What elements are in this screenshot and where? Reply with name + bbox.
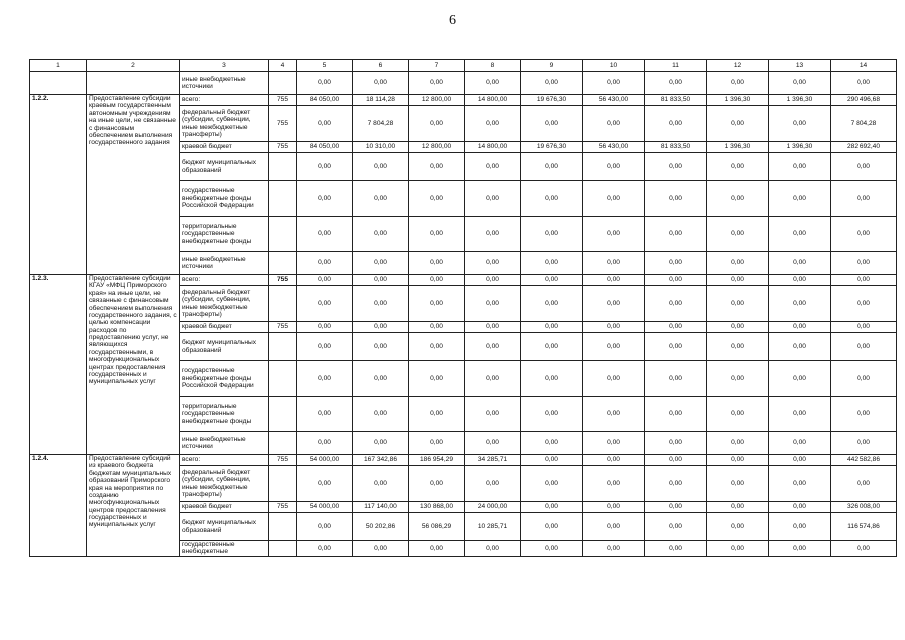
item-name: Предоставление субсидии КГАУ «МФЦ Приморского края» на иные цели, не связанные с финансовым обеспечением выполнения государственного задания, с целью компенсации расходов по предоставлению услуг, не являющихся государственными, в многофункциональных центрах предоставления государственных и муниципальных услуг [87, 275, 180, 455]
grbs-cell [269, 72, 297, 95]
value-cell: 0,00 [583, 466, 645, 502]
value-cell: 0,00 [769, 106, 831, 142]
value-cell: 0,00 [583, 275, 645, 286]
value-cell: 0,00 [297, 361, 353, 397]
value-cell: 0,00 [409, 252, 465, 275]
value-cell: 0,00 [831, 432, 897, 455]
funding-source: иные внебюджетные источники [180, 72, 269, 95]
value-cell: 0,00 [297, 217, 353, 252]
value-cell: 0,00 [707, 466, 769, 502]
value-cell: 0,00 [583, 432, 645, 455]
value-cell: 0,00 [769, 397, 831, 432]
value-cell: 0,00 [645, 275, 707, 286]
value-cell: 0,00 [521, 432, 583, 455]
value-cell: 0,00 [521, 541, 583, 557]
funding-source: иные внебюджетные источники [180, 432, 269, 455]
value-cell: 0,00 [409, 333, 465, 361]
grbs-cell: 755 [269, 502, 297, 513]
value-cell: 0,00 [521, 361, 583, 397]
value-cell: 0,00 [353, 252, 409, 275]
value-cell: 0,00 [707, 322, 769, 333]
value-cell: 0,00 [707, 541, 769, 557]
value-cell: 0,00 [409, 181, 465, 217]
value-cell: 56 430,00 [583, 142, 645, 153]
grbs-cell [269, 466, 297, 502]
value-cell: 0,00 [409, 541, 465, 557]
value-cell: 0,00 [521, 397, 583, 432]
value-cell: 0,00 [583, 502, 645, 513]
value-cell: 50 202,86 [353, 513, 409, 541]
value-cell: 0,00 [769, 181, 831, 217]
grbs-cell: 755 [269, 142, 297, 153]
value-cell: 0,00 [353, 286, 409, 322]
column-header: 1 [30, 60, 87, 72]
value-cell: 0,00 [297, 513, 353, 541]
value-cell: 0,00 [521, 322, 583, 333]
funding-source: федеральный бюджет (субсидии, субвенции, иные межбюджетные трансферты) [180, 286, 269, 322]
value-cell: 0,00 [831, 252, 897, 275]
value-cell: 0,00 [353, 361, 409, 397]
value-cell: 0,00 [645, 502, 707, 513]
grbs-cell: 755 [269, 275, 297, 286]
value-cell: 0,00 [769, 286, 831, 322]
value-cell: 0,00 [831, 217, 897, 252]
value-cell: 0,00 [769, 252, 831, 275]
grbs-cell [269, 541, 297, 557]
grbs-cell: 755 [269, 95, 297, 106]
value-cell: 0,00 [353, 217, 409, 252]
value-cell: 0,00 [583, 361, 645, 397]
value-cell: 10 285,71 [465, 513, 521, 541]
value-cell: 19 676,30 [521, 95, 583, 106]
value-cell: 0,00 [465, 106, 521, 142]
funding-source: бюджет муниципальных образований [180, 513, 269, 541]
value-cell: 0,00 [465, 397, 521, 432]
value-cell: 0,00 [831, 397, 897, 432]
value-cell: 0,00 [645, 106, 707, 142]
value-cell: 0,00 [465, 333, 521, 361]
value-cell: 14 800,00 [465, 142, 521, 153]
funding-source: всего: [180, 455, 269, 466]
column-header: 5 [297, 60, 353, 72]
value-cell: 130 868,00 [409, 502, 465, 513]
value-cell: 0,00 [769, 275, 831, 286]
value-cell: 0,00 [583, 397, 645, 432]
value-cell: 0,00 [645, 252, 707, 275]
value-cell: 0,00 [583, 455, 645, 466]
grbs-cell [269, 217, 297, 252]
value-cell: 0,00 [769, 72, 831, 95]
value-cell: 0,00 [707, 252, 769, 275]
value-cell: 0,00 [583, 322, 645, 333]
value-cell: 0,00 [645, 72, 707, 95]
value-cell: 0,00 [769, 466, 831, 502]
value-cell: 0,00 [583, 286, 645, 322]
value-cell: 24 000,00 [465, 502, 521, 513]
grbs-cell [269, 181, 297, 217]
value-cell: 0,00 [769, 541, 831, 557]
value-cell: 0,00 [769, 432, 831, 455]
column-header: 12 [707, 60, 769, 72]
value-cell: 0,00 [521, 466, 583, 502]
value-cell: 0,00 [353, 181, 409, 217]
column-header: 7 [409, 60, 465, 72]
value-cell: 0,00 [707, 153, 769, 181]
value-cell: 0,00 [645, 286, 707, 322]
value-cell: 14 800,00 [465, 95, 521, 106]
value-cell: 0,00 [645, 397, 707, 432]
value-cell: 0,00 [831, 181, 897, 217]
value-cell: 0,00 [707, 455, 769, 466]
value-cell: 0,00 [707, 397, 769, 432]
value-cell: 0,00 [353, 333, 409, 361]
value-cell: 0,00 [707, 72, 769, 95]
value-cell: 0,00 [645, 153, 707, 181]
value-cell: 0,00 [583, 217, 645, 252]
value-cell: 7 804,28 [353, 106, 409, 142]
table-row [30, 72, 897, 95]
value-cell: 0,00 [353, 432, 409, 455]
budget-table [29, 59, 897, 557]
funding-source: бюджет муниципальных образований [180, 333, 269, 361]
funding-source: территориальные государственные внебюджетные фонды [180, 217, 269, 252]
value-cell: 0,00 [583, 153, 645, 181]
item-name: Предоставление субсидии краевым государственным автономным учреждениям на иные цели, не связанные с финансовым обеспечением выполнения государственного задания [87, 95, 180, 275]
header-row [30, 60, 897, 72]
value-cell: 167 342,86 [353, 455, 409, 466]
value-cell: 18 114,28 [353, 95, 409, 106]
column-header: 9 [521, 60, 583, 72]
value-cell: 0,00 [769, 361, 831, 397]
grbs-cell [269, 153, 297, 181]
value-cell: 12 800,00 [409, 95, 465, 106]
value-cell: 1 396,30 [769, 142, 831, 153]
grbs-cell: 755 [269, 455, 297, 466]
value-cell: 0,00 [707, 106, 769, 142]
grbs-cell [269, 513, 297, 541]
value-cell: 0,00 [707, 181, 769, 217]
grbs-cell [269, 286, 297, 322]
funding-source: краевой бюджет [180, 502, 269, 513]
value-cell: 0,00 [353, 72, 409, 95]
value-cell: 0,00 [409, 361, 465, 397]
column-header: 6 [353, 60, 409, 72]
value-cell: 81 833,50 [645, 95, 707, 106]
value-cell: 0,00 [409, 153, 465, 181]
column-header: 10 [583, 60, 645, 72]
value-cell: 0,00 [831, 541, 897, 557]
value-cell: 0,00 [409, 106, 465, 142]
value-cell: 0,00 [645, 541, 707, 557]
value-cell: 0,00 [297, 106, 353, 142]
value-cell: 56 430,00 [583, 95, 645, 106]
value-cell: 186 954,29 [409, 455, 465, 466]
value-cell: 0,00 [583, 541, 645, 557]
table-row [30, 455, 897, 466]
value-cell: 0,00 [297, 181, 353, 217]
value-cell: 0,00 [707, 502, 769, 513]
value-cell: 0,00 [645, 322, 707, 333]
funding-source: государственные внебюджетные [180, 541, 269, 557]
item-name: Предоставление субсидий из краевого бюджета бюджетам муниципальных образований Приморского края на мероприятия по созданию многофункциональных центров предоставления государственных и муниципальных услуг [87, 455, 180, 557]
value-cell: 0,00 [645, 466, 707, 502]
value-cell: 0,00 [583, 513, 645, 541]
value-cell: 0,00 [583, 72, 645, 95]
value-cell: 0,00 [707, 432, 769, 455]
funding-source: иные внебюджетные источники [180, 252, 269, 275]
value-cell: 116 574,86 [831, 513, 897, 541]
grbs-cell [269, 333, 297, 361]
value-cell: 0,00 [769, 322, 831, 333]
funding-source: бюджет муниципальных образований [180, 153, 269, 181]
value-cell: 54 000,00 [297, 455, 353, 466]
value-cell: 0,00 [707, 286, 769, 322]
value-cell: 0,00 [297, 333, 353, 361]
value-cell: 54 000,00 [297, 502, 353, 513]
value-cell: 0,00 [645, 513, 707, 541]
value-cell: 1 396,30 [707, 95, 769, 106]
value-cell: 0,00 [521, 275, 583, 286]
value-cell: 0,00 [645, 181, 707, 217]
value-cell: 0,00 [353, 541, 409, 557]
value-cell: 1 396,30 [769, 95, 831, 106]
value-cell: 0,00 [409, 217, 465, 252]
table-row [30, 95, 897, 106]
value-cell: 0,00 [297, 322, 353, 333]
value-cell: 0,00 [707, 275, 769, 286]
value-cell: 0,00 [353, 322, 409, 333]
funding-source: краевой бюджет [180, 322, 269, 333]
value-cell: 0,00 [353, 466, 409, 502]
value-cell: 56 086,29 [409, 513, 465, 541]
table-row [30, 275, 897, 286]
value-cell: 290 496,68 [831, 95, 897, 106]
value-cell: 0,00 [707, 333, 769, 361]
value-cell: 12 800,00 [409, 142, 465, 153]
value-cell: 0,00 [645, 217, 707, 252]
value-cell: 0,00 [521, 72, 583, 95]
column-header: 13 [769, 60, 831, 72]
column-header: 11 [645, 60, 707, 72]
value-cell: 442 582,86 [831, 455, 897, 466]
value-cell: 0,00 [831, 153, 897, 181]
value-cell: 0,00 [583, 181, 645, 217]
value-cell: 0,00 [583, 333, 645, 361]
value-cell: 0,00 [465, 181, 521, 217]
funding-source: всего: [180, 275, 269, 286]
value-cell: 0,00 [465, 361, 521, 397]
column-header: 14 [831, 60, 897, 72]
value-cell: 0,00 [521, 106, 583, 142]
grbs-cell [269, 432, 297, 455]
value-cell: 84 050,00 [297, 95, 353, 106]
funding-source: территориальные государственные внебюджетные фонды [180, 397, 269, 432]
value-cell: 0,00 [297, 541, 353, 557]
grbs-cell: 755 [269, 322, 297, 333]
value-cell: 0,00 [297, 72, 353, 95]
value-cell: 0,00 [465, 466, 521, 502]
grbs-cell [269, 252, 297, 275]
column-header: 4 [269, 60, 297, 72]
value-cell: 0,00 [521, 455, 583, 466]
value-cell: 0,00 [297, 286, 353, 322]
value-cell: 0,00 [707, 217, 769, 252]
value-cell: 0,00 [297, 397, 353, 432]
value-cell: 19 676,30 [521, 142, 583, 153]
value-cell: 0,00 [297, 432, 353, 455]
value-cell: 0,00 [297, 275, 353, 286]
value-cell: 0,00 [353, 275, 409, 286]
value-cell: 0,00 [409, 397, 465, 432]
value-cell: 0,00 [465, 541, 521, 557]
value-cell: 0,00 [521, 333, 583, 361]
value-cell: 7 804,28 [831, 106, 897, 142]
item-code: 1.2.3. [30, 275, 87, 455]
value-cell: 0,00 [521, 153, 583, 181]
grbs-cell [269, 397, 297, 432]
value-cell: 0,00 [769, 502, 831, 513]
empty-cell [30, 72, 87, 95]
value-cell: 0,00 [409, 286, 465, 322]
empty-cell [87, 72, 180, 95]
value-cell: 0,00 [831, 72, 897, 95]
value-cell: 0,00 [831, 466, 897, 502]
funding-source: государственные внебюджетные фонды Российской Федерации [180, 361, 269, 397]
column-header: 3 [180, 60, 269, 72]
item-code: 1.2.2. [30, 95, 87, 275]
value-cell: 0,00 [769, 513, 831, 541]
value-cell: 0,00 [409, 322, 465, 333]
value-cell: 0,00 [409, 466, 465, 502]
value-cell: 0,00 [297, 252, 353, 275]
funding-source: краевой бюджет [180, 142, 269, 153]
value-cell: 0,00 [465, 286, 521, 322]
value-cell: 0,00 [409, 432, 465, 455]
value-cell: 0,00 [769, 455, 831, 466]
value-cell: 34 285,71 [465, 455, 521, 466]
value-cell: 0,00 [409, 72, 465, 95]
value-cell: 326 008,00 [831, 502, 897, 513]
value-cell: 0,00 [521, 217, 583, 252]
page-number: 6 [449, 13, 456, 28]
value-cell: 0,00 [769, 153, 831, 181]
value-cell: 0,00 [353, 397, 409, 432]
value-cell: 0,00 [831, 333, 897, 361]
value-cell: 282 692,40 [831, 142, 897, 153]
value-cell: 0,00 [831, 286, 897, 322]
value-cell: 0,00 [831, 275, 897, 286]
grbs-cell [269, 361, 297, 397]
value-cell: 0,00 [465, 72, 521, 95]
value-cell: 0,00 [645, 432, 707, 455]
value-cell: 0,00 [583, 106, 645, 142]
value-cell: 0,00 [297, 466, 353, 502]
value-cell: 0,00 [645, 361, 707, 397]
value-cell: 84 050,00 [297, 142, 353, 153]
funding-source: федеральный бюджет (субсидии, субвенции, иные межбюджетные трансферты) [180, 106, 269, 142]
funding-source: всего: [180, 95, 269, 106]
value-cell: 117 140,00 [353, 502, 409, 513]
value-cell: 0,00 [831, 361, 897, 397]
value-cell: 1 396,30 [707, 142, 769, 153]
value-cell: 10 310,00 [353, 142, 409, 153]
value-cell: 0,00 [521, 513, 583, 541]
value-cell: 0,00 [769, 217, 831, 252]
funding-source: государственные внебюджетные фонды Российской Федерации [180, 181, 269, 217]
value-cell: 0,00 [707, 513, 769, 541]
value-cell: 0,00 [297, 153, 353, 181]
value-cell: 0,00 [831, 322, 897, 333]
value-cell: 0,00 [465, 432, 521, 455]
value-cell: 0,00 [645, 333, 707, 361]
value-cell: 0,00 [521, 252, 583, 275]
value-cell: 0,00 [465, 217, 521, 252]
column-header: 2 [87, 60, 180, 72]
value-cell: 0,00 [465, 252, 521, 275]
value-cell: 0,00 [465, 153, 521, 181]
value-cell: 0,00 [465, 322, 521, 333]
column-header: 8 [465, 60, 521, 72]
value-cell: 0,00 [465, 275, 521, 286]
value-cell: 0,00 [769, 333, 831, 361]
value-cell: 0,00 [409, 275, 465, 286]
value-cell: 0,00 [521, 286, 583, 322]
item-code: 1.2.4. [30, 455, 87, 557]
value-cell: 0,00 [583, 252, 645, 275]
value-cell: 0,00 [645, 455, 707, 466]
value-cell: 0,00 [521, 502, 583, 513]
funding-source: федеральный бюджет (субсидии, субвенции, иные межбюджетные трансферты) [180, 466, 269, 502]
value-cell: 81 833,50 [645, 142, 707, 153]
grbs-cell: 755 [269, 106, 297, 142]
value-cell: 0,00 [707, 361, 769, 397]
value-cell: 0,00 [521, 181, 583, 217]
value-cell: 0,00 [353, 153, 409, 181]
